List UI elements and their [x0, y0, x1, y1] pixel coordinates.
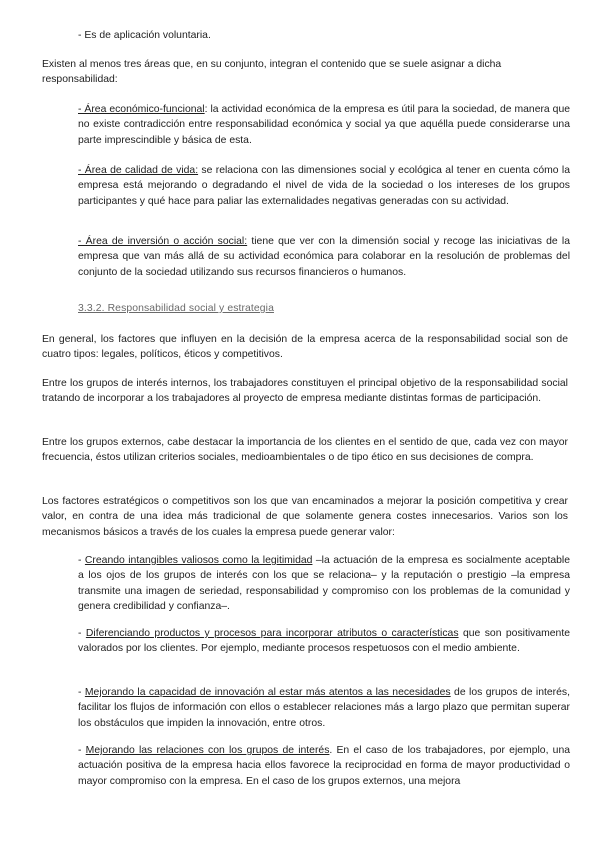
- mechanism-relations-label: Mejorando las relaciones con los grupos de interés: [85, 745, 330, 756]
- mechanism-relations-text: . En el caso de los trabajadores, por ejemplo, una actuación positiva de la empresa hacia ellos favorece la reciprocidad en forma de mayor productividad o mayor compromiso con la empresa. En el caso de los grupos externos, una mejora: [78, 745, 570, 787]
- paragraph-internal-groups: Entre los grupos de interés internos, los trabajadores constituyen el principal objetivo de la responsabilidad social tratando de incorporar a los trabajadores al proyecto de empresa mediante distintas formas de participación.: [42, 378, 568, 405]
- area-social-investment: [78, 234, 570, 280]
- area-economic-label: - Área económico-funcional: [78, 104, 205, 115]
- area-investment-text: tiene que ver con la dimensión social y recoge las iniciativas de la empresa que van más allá de su actividad económica para colaborar en la resolución de problemas del conjunto de la sociedad utilizando sus recursos financieros o humanos.: [78, 236, 570, 278]
- mechanism-innovation: [78, 685, 570, 731]
- section-heading: 3.3.2. Responsabilidad social y estrategia: [78, 303, 274, 314]
- mechanism-intangibles-label: Creando intangibles valiosos como la legitimidad: [84, 555, 313, 566]
- mechanism-differentiation: [78, 626, 570, 657]
- area-quality-text: se relaciona con las dimensiones social y ecológica al tener en cuenta cómo la empresa está mejorando o degradando el nivel de vida de la sociedad o los intereses de los grupos participantes y qué hace para paliar las externalidades negativas generadas con su actividad.: [78, 165, 570, 207]
- mechanism-differentiation-text: que son positivamente valorados por los clientes. Por ejemplo, mediante procesos respetuosos con el medio ambiente.: [78, 628, 571, 655]
- area-quality-label: - Área de calidad de vida:: [78, 165, 199, 176]
- mechanism-intangibles-text: –la actuación de la empresa es socialmente aceptable a los ojos de los grupos de interés con los que se relaciona– y la reputación o prestigio –la empresa transmite una imagen de seriedad, responsabilidad y compromiso con los problemas de la comunidad y genera credibilidad y confianza–.: [78, 555, 570, 613]
- mechanism-intangibles: [78, 553, 570, 615]
- mechanism-innovation-label: Mejorando la capacidad de innovación al estar más atentos a las necesidades: [84, 687, 451, 698]
- area-investment-label: - Área de inversión o acción social:: [78, 236, 248, 247]
- mechanism-differentiation-label: Diferenciando productos y procesos para incorporar atributos o características: [85, 628, 459, 639]
- mechanism-prefix: -: [78, 555, 85, 566]
- mechanism-prefix: -: [78, 745, 86, 756]
- voluntary-line: - Es de aplicación voluntaria.: [78, 30, 211, 41]
- paragraph-strategic-factors: Los factores estratégicos o competitivos son los que van encaminados a mejorar la posición competitiva y crear valor, en contra de una idea más tradicional de que solamente genera costes innecesarios. Varios son los mecanismos básicos a través de los cuales la empresa puede generar valor:: [42, 496, 568, 538]
- mechanism-prefix: -: [78, 628, 86, 639]
- area-economic: [78, 102, 570, 148]
- paragraph-external-groups: Entre los grupos externos, cabe destacar la importancia de los clientes en el sentido de que, cada vez con mayor frecuencia, éstos utilizan criterios sociales, medioambientales o de tipo ético en sus decisiones de compra.: [42, 437, 568, 464]
- paragraph-factors: En general, los factores que influyen en la decisión de la empresa acerca de la responsabilidad social son de cuatro tipos: legales, políticos, éticos y competitivos.: [42, 334, 568, 361]
- area-quality-of-life: [78, 163, 570, 209]
- mechanism-relations: [78, 743, 570, 789]
- area-economic-text: : la actividad económica de la empresa es útil para la sociedad, de manera que no existe contradicción entre responsabilidad económica y social ya que aquélla puede considerarse una parte imprescindible y básica de esta.: [78, 104, 571, 146]
- mechanism-prefix: -: [78, 687, 85, 698]
- mechanism-innovation-text: de los grupos de interés, facilitar los flujos de información con ellos o establecer relaciones más a largo plazo que permitan superar los obstáculos que impiden la innovación, entre otros.: [78, 687, 570, 729]
- areas-intro: Existen al menos tres áreas que, en su conjunto, integran el contenido que se suele asignar a dicha responsabilidad:: [42, 59, 502, 86]
